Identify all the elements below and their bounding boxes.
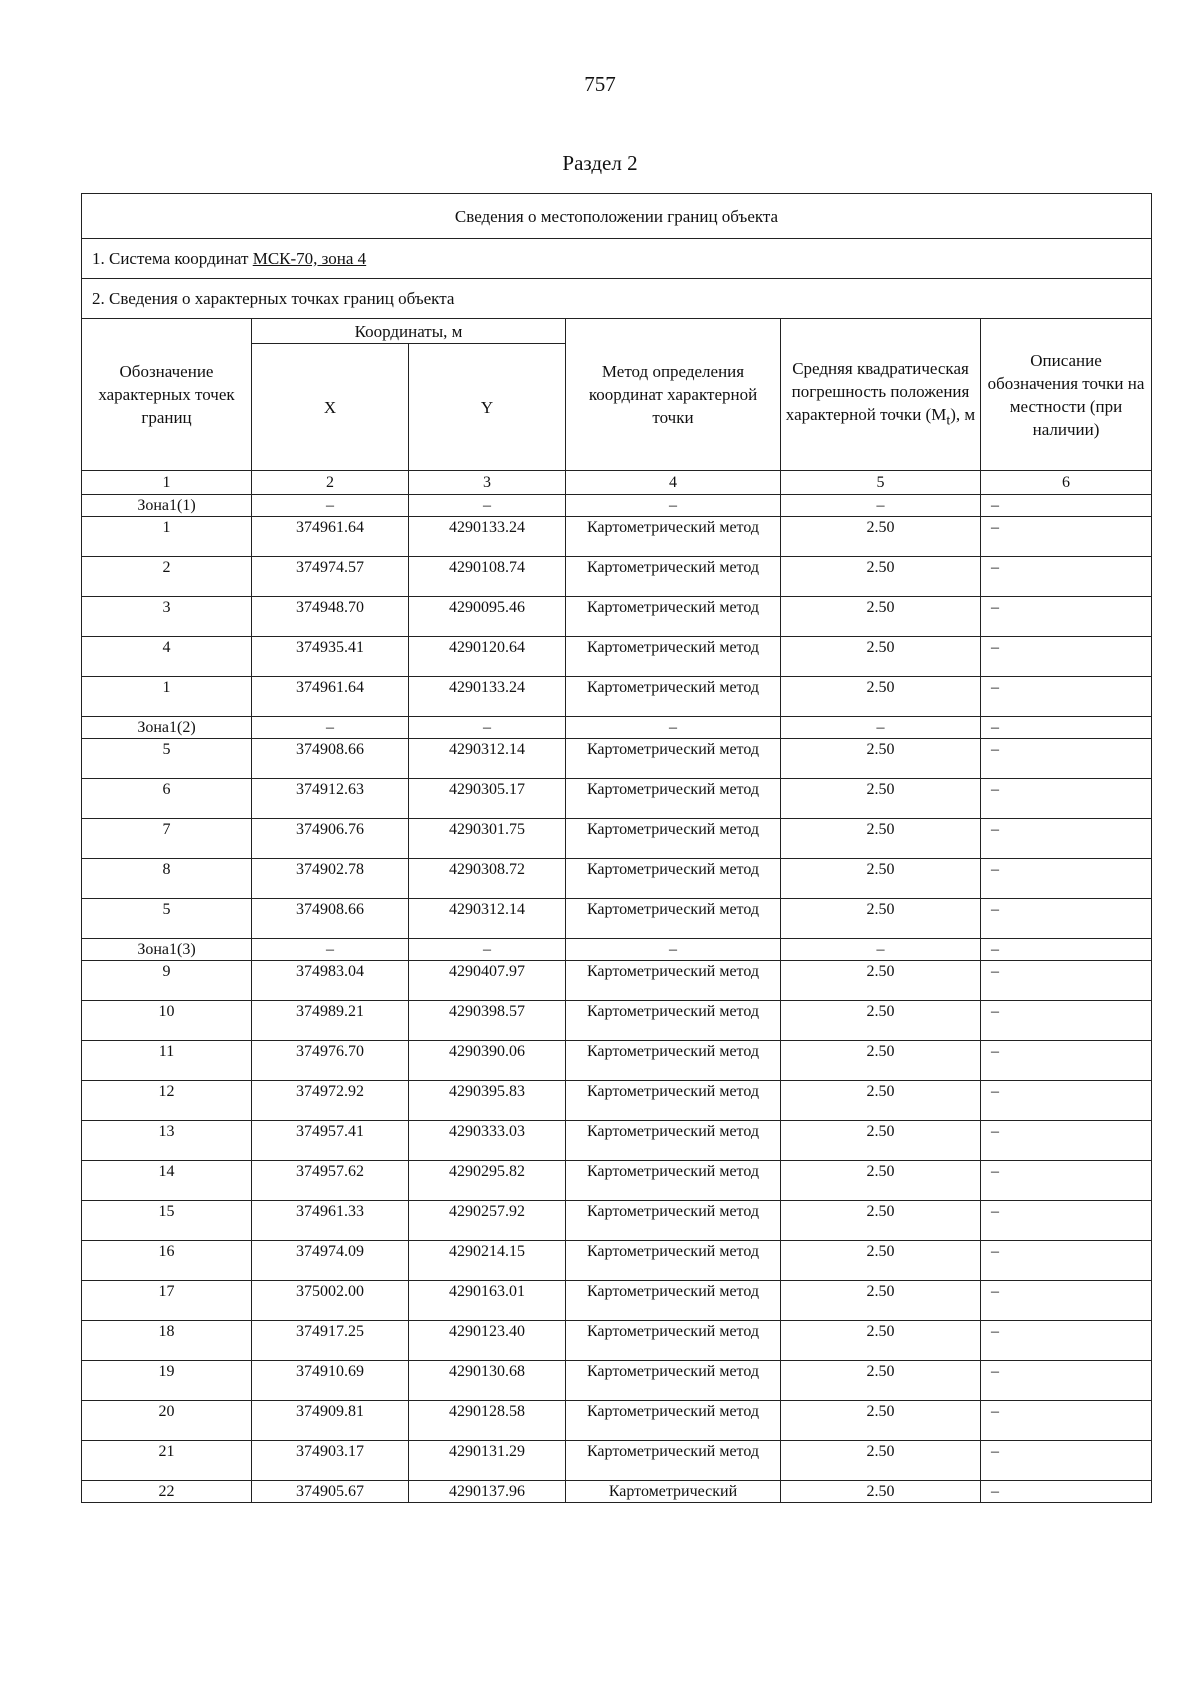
table-row (82, 557, 1152, 597)
cell-x: 374972.92 (252, 1081, 409, 1121)
cell-y: 4290120.64 (409, 637, 566, 677)
cell-x: 374902.78 (252, 859, 409, 899)
cell-y: 4290395.83 (409, 1081, 566, 1121)
header-y: Y (409, 344, 566, 471)
cell-x: 374961.64 (252, 517, 409, 557)
cell-x: 374935.41 (252, 637, 409, 677)
cell-description: – (981, 1321, 1152, 1361)
cell-description: – (981, 739, 1152, 779)
table-row (82, 1201, 1152, 1241)
cell-y: 4290398.57 (409, 1001, 566, 1041)
header-error (781, 319, 981, 471)
cell-y: 4290133.24 (409, 517, 566, 557)
cell-y: 4290214.15 (409, 1241, 566, 1281)
cell-description: – (981, 597, 1152, 637)
cell-y: 4290301.75 (409, 819, 566, 859)
cell-description: – (981, 677, 1152, 717)
cell-x: 374976.70 (252, 1041, 409, 1081)
table-row (82, 1121, 1152, 1161)
cell-x: 374974.09 (252, 1241, 409, 1281)
table-row (82, 819, 1152, 859)
cell-designation: 14 (82, 1161, 252, 1201)
cell-y: 4290137.96 (409, 1481, 566, 1503)
header-designation: Обозначение характерных точек границ (82, 319, 252, 471)
cell-error: 2.50 (781, 1361, 981, 1401)
cell-description: – (981, 1281, 1152, 1321)
cell-description: – (981, 495, 1152, 517)
cell-description: – (981, 1441, 1152, 1481)
page-number: 757 (584, 72, 616, 96)
cell-method: Картометрический метод (566, 1041, 781, 1081)
coordinate-system-label: 1. Система координат (92, 249, 253, 268)
cell-error: 2.50 (781, 779, 981, 819)
zone-row (82, 939, 1152, 961)
cell-description: – (981, 1001, 1152, 1041)
cell-designation: 18 (82, 1321, 252, 1361)
column-number: 5 (781, 471, 981, 495)
cell-method: – (566, 939, 781, 961)
header-error-text: Средняя квадратическая погрешность положения характерной точки (785, 358, 970, 424)
header-x: X (252, 344, 409, 471)
cell-designation: 7 (82, 819, 252, 859)
cell-description: – (981, 1481, 1152, 1503)
table-row (82, 739, 1152, 779)
header-coordinates: Координаты, м (252, 319, 566, 344)
cell-method: Картометрический метод (566, 1281, 781, 1321)
cell-error: 2.50 (781, 517, 981, 557)
cell-y: 4290295.82 (409, 1161, 566, 1201)
cell-designation: 12 (82, 1081, 252, 1121)
cell-error: 2.50 (781, 899, 981, 939)
cell-y: 4290130.68 (409, 1361, 566, 1401)
cell-method: Картометрический метод (566, 1321, 781, 1361)
header-error-sub: t (946, 412, 951, 429)
cell-error: 2.50 (781, 1001, 981, 1041)
cell-error: 2.50 (781, 1081, 981, 1121)
column-number: 1 (82, 471, 252, 495)
cell-method: Картометрический метод (566, 1441, 781, 1481)
cell-method: Картометрический метод (566, 961, 781, 1001)
cell-x: 374983.04 (252, 961, 409, 1001)
cell-x: 374909.81 (252, 1401, 409, 1441)
cell-method: Картометрический метод (566, 1161, 781, 1201)
cell-description: – (981, 517, 1152, 557)
cell-method: Картометрический метод (566, 1121, 781, 1161)
cell-x: 374908.66 (252, 739, 409, 779)
table-row (82, 1401, 1152, 1441)
points-section-label: 2. Сведения о характерных точках границ объекта (82, 279, 1152, 319)
column-number: 2 (252, 471, 409, 495)
cell-description: – (981, 637, 1152, 677)
cell-x: 374957.62 (252, 1161, 409, 1201)
coordinate-system-row (82, 239, 1152, 279)
cell-method: Картометрический метод (566, 1361, 781, 1401)
cell-error: 2.50 (781, 1161, 981, 1201)
cell-designation: 1 (82, 517, 252, 557)
cell-designation: 8 (82, 859, 252, 899)
cell-description: – (981, 557, 1152, 597)
table-row (82, 1161, 1152, 1201)
cell-error: 2.50 (781, 1241, 981, 1281)
cell-designation: 2 (82, 557, 252, 597)
cell-y: – (409, 939, 566, 961)
cell-error: 2.50 (781, 597, 981, 637)
cell-method: Картометрический метод (566, 1241, 781, 1281)
cell-method: Картометрический метод (566, 1081, 781, 1121)
cell-x: 374903.17 (252, 1441, 409, 1481)
cell-error: 2.50 (781, 961, 981, 1001)
cell-designation: Зона1(1) (82, 495, 252, 517)
cell-error: 2.50 (781, 1281, 981, 1321)
header-method: Метод определения координат характерной точки (566, 319, 781, 471)
cell-x: – (252, 717, 409, 739)
table-row (82, 1361, 1152, 1401)
cell-designation: 10 (82, 1001, 252, 1041)
cell-x: 374974.57 (252, 557, 409, 597)
cell-designation: 1 (82, 677, 252, 717)
cell-x: 374989.21 (252, 1001, 409, 1041)
cell-y: 4290333.03 (409, 1121, 566, 1161)
cell-x: 374957.41 (252, 1121, 409, 1161)
cell-y: 4290123.40 (409, 1321, 566, 1361)
cell-error: 2.50 (781, 1401, 981, 1441)
cell-y: 4290128.58 (409, 1401, 566, 1441)
header-description: Описание обозначения точки на местности (при наличии) (981, 319, 1152, 471)
cell-method: – (566, 495, 781, 517)
zone-row (82, 495, 1152, 517)
table-row (82, 517, 1152, 557)
table-row (82, 859, 1152, 899)
table-row (82, 1281, 1152, 1321)
cell-description: – (981, 1041, 1152, 1081)
cell-designation: 15 (82, 1201, 252, 1241)
cell-description: – (981, 899, 1152, 939)
table-row (82, 779, 1152, 819)
cell-x: 374906.76 (252, 819, 409, 859)
table-row (82, 597, 1152, 637)
cell-y: 4290133.24 (409, 677, 566, 717)
cell-error: 2.50 (781, 1201, 981, 1241)
cell-error: – (781, 495, 981, 517)
cell-error: 2.50 (781, 1041, 981, 1081)
cell-y: 4290257.92 (409, 1201, 566, 1241)
cell-method: Картометрический метод (566, 859, 781, 899)
column-number: 6 (981, 471, 1152, 495)
table-row (82, 677, 1152, 717)
column-number-row (82, 471, 1152, 495)
header-error-tail: ), м (950, 404, 976, 424)
cell-error: 2.50 (781, 739, 981, 779)
cell-designation: 19 (82, 1361, 252, 1401)
cell-designation: 20 (82, 1401, 252, 1441)
cell-method: Картометрический метод (566, 677, 781, 717)
section-title: Раздел 2 (562, 151, 638, 175)
cell-error: 2.50 (781, 637, 981, 677)
cell-method: Картометрический (566, 1481, 781, 1503)
cell-x: 374910.69 (252, 1361, 409, 1401)
cell-designation: 3 (82, 597, 252, 637)
cell-description: – (981, 1241, 1152, 1281)
cell-designation: Зона1(3) (82, 939, 252, 961)
cell-x: – (252, 939, 409, 961)
cell-description: – (981, 779, 1152, 819)
cell-y: 4290163.01 (409, 1281, 566, 1321)
cell-designation: 16 (82, 1241, 252, 1281)
table-row (82, 961, 1152, 1001)
cell-y: 4290407.97 (409, 961, 566, 1001)
cell-description: – (981, 961, 1152, 1001)
cell-error: 2.50 (781, 859, 981, 899)
cell-designation: 9 (82, 961, 252, 1001)
cell-designation: 4 (82, 637, 252, 677)
cell-method: Картометрический метод (566, 517, 781, 557)
table-row (82, 1441, 1152, 1481)
cell-description: – (981, 1121, 1152, 1161)
table-row (82, 1481, 1152, 1503)
cell-x: 375002.00 (252, 1281, 409, 1321)
cell-y: 4290312.14 (409, 739, 566, 779)
cell-x: 374961.64 (252, 677, 409, 717)
cell-error: 2.50 (781, 1121, 981, 1161)
header-error-m: (M (925, 404, 947, 424)
cell-designation: 5 (82, 739, 252, 779)
table-row (82, 1321, 1152, 1361)
cell-method: Картометрический метод (566, 557, 781, 597)
cell-error: – (781, 717, 981, 739)
cell-error: 2.50 (781, 1321, 981, 1361)
table-row (82, 899, 1152, 939)
cell-y: 4290390.06 (409, 1041, 566, 1081)
cell-description: – (981, 819, 1152, 859)
cell-y: 4290108.74 (409, 557, 566, 597)
cell-designation: Зона1(2) (82, 717, 252, 739)
column-number: 3 (409, 471, 566, 495)
cell-method: Картометрический метод (566, 779, 781, 819)
table-row (82, 1001, 1152, 1041)
cell-description: – (981, 859, 1152, 899)
cell-description: – (981, 1081, 1152, 1121)
cell-designation: 6 (82, 779, 252, 819)
cell-x: 374905.67 (252, 1481, 409, 1503)
zone-row (82, 717, 1152, 739)
cell-description: – (981, 1361, 1152, 1401)
table-row (82, 1081, 1152, 1121)
cell-y: – (409, 717, 566, 739)
column-number: 4 (566, 471, 781, 495)
cell-x: 374917.25 (252, 1321, 409, 1361)
cell-method: Картометрический метод (566, 819, 781, 859)
cell-y: – (409, 495, 566, 517)
cell-designation: 17 (82, 1281, 252, 1321)
table-row (82, 637, 1152, 677)
cell-error: 2.50 (781, 1481, 981, 1503)
cell-description: – (981, 939, 1152, 961)
cell-method: Картометрический метод (566, 1001, 781, 1041)
cell-description: – (981, 1161, 1152, 1201)
cell-error: 2.50 (781, 1441, 981, 1481)
cell-description: – (981, 1401, 1152, 1441)
cell-x: 374961.33 (252, 1201, 409, 1241)
cell-y: 4290095.46 (409, 597, 566, 637)
cell-x: – (252, 495, 409, 517)
cell-x: 374948.70 (252, 597, 409, 637)
cell-method: Картометрический метод (566, 899, 781, 939)
cell-method: Картометрический метод (566, 597, 781, 637)
table-row (82, 1241, 1152, 1281)
cell-x: 374912.63 (252, 779, 409, 819)
cell-y: 4290312.14 (409, 899, 566, 939)
cell-designation: 13 (82, 1121, 252, 1161)
cell-error: 2.50 (781, 677, 981, 717)
cell-method: Картометрический метод (566, 1201, 781, 1241)
table-row (82, 1041, 1152, 1081)
cell-method: Картометрический метод (566, 637, 781, 677)
cell-error: 2.50 (781, 557, 981, 597)
table-title: Сведения о местоположении границ объекта (82, 194, 1152, 239)
cell-y: 4290131.29 (409, 1441, 566, 1481)
cell-y: 4290305.17 (409, 779, 566, 819)
cell-y: 4290308.72 (409, 859, 566, 899)
cell-error: – (781, 939, 981, 961)
cell-method: Картометрический метод (566, 1401, 781, 1441)
cell-designation: 22 (82, 1481, 252, 1503)
cell-method: Картометрический метод (566, 739, 781, 779)
boundary-points-table (81, 193, 1152, 1503)
cell-designation: 11 (82, 1041, 252, 1081)
cell-designation: 5 (82, 899, 252, 939)
cell-description: – (981, 1201, 1152, 1241)
cell-method: – (566, 717, 781, 739)
coordinate-system-value: МСК-70, зона 4 (252, 249, 367, 268)
cell-error: 2.50 (781, 819, 981, 859)
cell-x: 374908.66 (252, 899, 409, 939)
cell-designation: 21 (82, 1441, 252, 1481)
cell-description: – (981, 717, 1152, 739)
